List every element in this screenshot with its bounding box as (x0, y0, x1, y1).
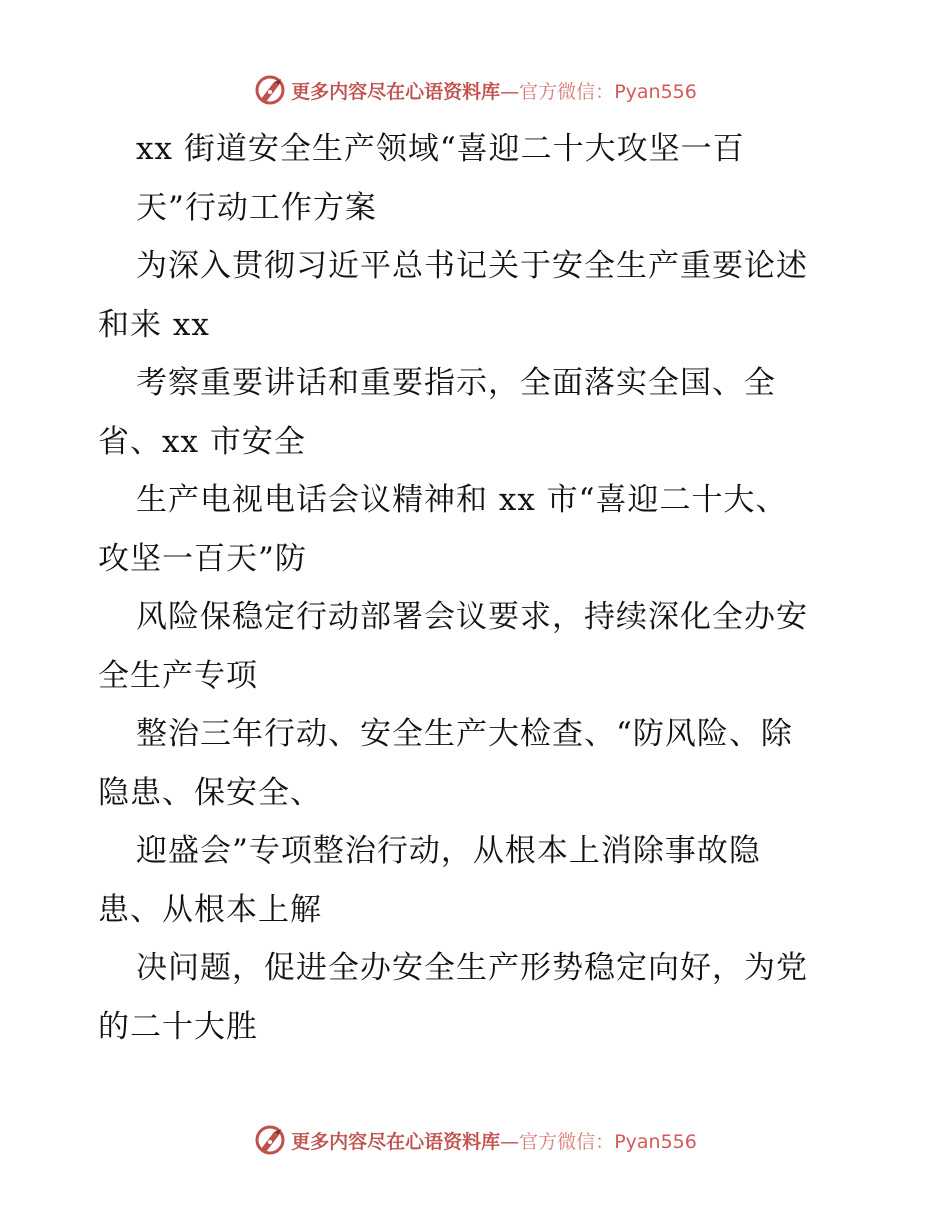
watermark-brand: 更多内容尽在心语资料库 (291, 80, 501, 103)
document-line: 省、xx 市安全 (98, 423, 306, 460)
watermark-brand: 更多内容尽在心语资料库 (291, 1130, 501, 1153)
header-watermark (0, 70, 950, 110)
document-line: 整治三年行动、安全生产大检查、“防风险、除 (136, 716, 793, 752)
watermark-wechat-label: 官方微信： (519, 1130, 615, 1153)
watermark-text (291, 77, 697, 104)
document-line: 隐患、保安全、 (98, 774, 322, 811)
watermark-handle: Pyan556 (614, 80, 697, 103)
document-line: 和来 xx (98, 306, 210, 343)
watermark-text (291, 1127, 697, 1154)
pen-nib-circle-icon (253, 73, 287, 107)
document-line: 全生产专项 (98, 657, 258, 694)
watermark-handle: Pyan556 (614, 1130, 697, 1153)
document-line: 迎盛会”专项整治行动，从根本上消除事故隐 (136, 833, 761, 869)
document-line: 决问题，促进全办安全生产形势稳定向好，为党 (136, 950, 808, 986)
document-body (98, 120, 858, 1056)
watermark-wechat-label: 官方微信： (519, 80, 615, 103)
document-line: 的二十大胜 (98, 1008, 258, 1045)
footer-watermark (0, 1120, 950, 1160)
document-line: 患、从根本上解 (98, 891, 322, 928)
document-line: 风险保稳定行动部署会议要求，持续深化全办安 (136, 599, 808, 635)
document-line: 攻坚一百天”防 (98, 540, 307, 577)
pen-nib-circle-icon (253, 1123, 287, 1157)
document-line: 为深入贯彻习近平总书记关于安全生产重要论述 (136, 248, 808, 284)
document-line: 生产电视电话会议精神和 xx 市“喜迎二十大、 (136, 482, 788, 518)
document-line: 考察重要讲话和重要指示，全面落实全国、全 (136, 365, 776, 401)
document-line: 天”行动工作方案 (136, 189, 377, 226)
watermark-separator: — (500, 80, 520, 103)
watermark-separator: — (500, 1130, 520, 1153)
document-line: xx 街道安全生产领域“喜迎二十大攻坚一百 (136, 131, 745, 167)
